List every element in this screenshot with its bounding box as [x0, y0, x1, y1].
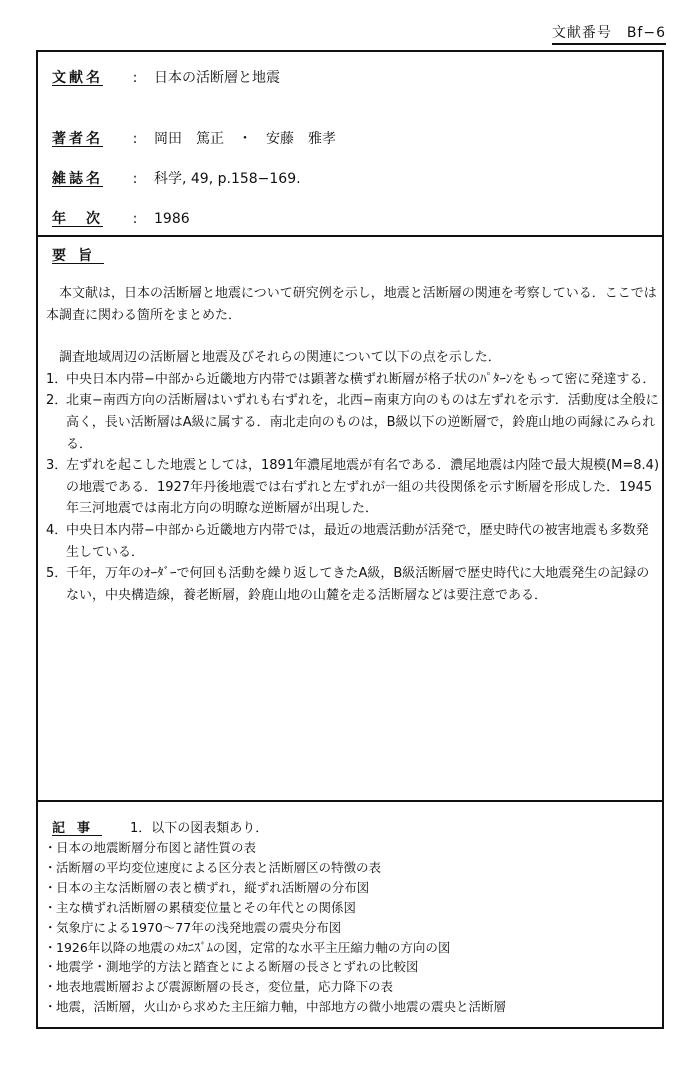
bullet-icon: ・: [44, 959, 57, 975]
notes-item-text: 主な横ずれ活断層の累積変位量とその年代との関係図: [56, 899, 357, 915]
authors-field: [52, 128, 336, 148]
notes-item: [44, 878, 506, 898]
summary-intro: 本文献は，日本の活断層と地震について研究例を示し，地震と活断層の関連を考察している．ここでは本調査に関わる箇所をまとめた．: [46, 286, 657, 323]
bullet-icon: ・: [44, 859, 57, 875]
notes-item-text: 日本の地震断層分布図と諸性質の表: [56, 840, 257, 855]
notes-header: [52, 817, 268, 836]
summary-item-number: 5．: [46, 566, 68, 582]
year-label: 年 次: [52, 211, 103, 227]
journal-field: [52, 168, 301, 188]
notes-item: [44, 858, 506, 878]
summary-item: [46, 563, 660, 606]
summary-item-number: 4．: [46, 522, 68, 538]
bullet-icon: ・: [44, 919, 57, 935]
year-colon: :: [132, 211, 138, 227]
title-value: 日本の活断層と地震: [154, 70, 280, 86]
bullet-icon: ・: [44, 979, 57, 995]
summary-item-text: 千年，万年のｵｰﾀﾞｰで何回も活動を繰り返してきたA級，B級活断層で歴史時代に大地震発生の記録のない，中央構造線，養老断層，鈴鹿山地の山麓を走る活断層などは要注意である．: [66, 566, 650, 603]
authors-colon: :: [132, 131, 138, 147]
bullet-icon: ・: [44, 939, 57, 955]
notes-item-text: 地震学・測地学的方法と踏査とによる断層の長さとずれの比較図: [56, 959, 419, 975]
title-field: [52, 67, 280, 87]
summary-item: [46, 455, 660, 520]
document-number: 文献番号 Bf−6: [552, 22, 666, 45]
bullet-icon: ・: [44, 879, 57, 895]
notes-item: [44, 898, 506, 918]
title-colon: :: [132, 70, 138, 86]
authors-value: 岡田 篤正 ・ 安藤 雅孝: [154, 131, 336, 147]
summary-section: [38, 235, 662, 802]
summary-item-text: 左ずれを起こした地震としては，1891年濃尾地震が有名である．濃尾地震は内陸で最大規模(M=8.4)の地震である．1927年丹後地震では右ずれと左ずれが一組の共役関係を示す断層を形成した．1945年三河地震では南北方向の明瞭な逆断層が出現した．: [66, 458, 660, 517]
summary-item: [46, 520, 660, 563]
notes-item: [44, 977, 506, 997]
year-value: 1986: [154, 211, 190, 227]
notes-item-text: 気象庁による1970〜77年の浅発地震の震央分布図: [56, 919, 342, 935]
summary-item-number: 3．: [46, 458, 68, 474]
notes-item: [44, 938, 506, 958]
summary-lead: 調査地域周辺の活断層と地震及びそれらの関連について以下の点を示した．: [59, 350, 501, 366]
notes-item-text: 地震，活断層，火山から求めた主圧縮力軸，中部地方の微小地震の震央と活断層: [56, 999, 507, 1015]
notes-item-text: 1926年以降の地震のﾒｶﾆｽﾞﾑの図，定常的な水平主圧縮力軸の方向の図: [56, 939, 451, 955]
summary-item: [46, 369, 660, 391]
title-label: 文献名: [52, 70, 103, 86]
bibliography-section: [38, 52, 662, 237]
bullet-icon: ・: [44, 840, 57, 855]
notes-item: [44, 918, 506, 938]
notes-item: [44, 997, 506, 1017]
notes-item-text: 活断層の平均変位速度による区分表と活断層区の特徴の表: [56, 859, 382, 875]
summary-title: 要旨: [52, 248, 104, 264]
notes-list: [44, 838, 506, 1017]
document-frame: [36, 50, 664, 1029]
notes-section: [38, 800, 662, 1029]
summary-item-number: 2．: [46, 393, 68, 409]
notes-item: [44, 838, 506, 858]
summary-item-text: 北東−南西方向の活断層はいずれも右ずれを，北西−南東方向のものは左ずれを示す．活動度は全般に高く，長い活断層はA級に属する．南北走向のものは，B級以下の逆断層で，鈴鹿山地の両縁にみられる．: [66, 393, 659, 452]
year-field: [52, 208, 190, 228]
journal-label: 雑誌名: [52, 171, 103, 187]
notes-intro: 1．以下の図表類あり．: [130, 821, 269, 836]
bullet-icon: ・: [44, 999, 57, 1015]
summary-body: [46, 283, 660, 606]
journal-value: 科学, 49, p.158−169.: [154, 171, 301, 187]
notes-title: 記事: [52, 821, 103, 836]
summary-item-text: 中央日本内帯−中部から近畿地方内帯では，最近の地震活動が活発で，歴史時代の被害地震も多数発生している．: [66, 522, 649, 560]
authors-label: 著者名: [52, 131, 103, 147]
summary-item-text: 中央日本内帯−中部から近畿地方内帯では顕著な横ずれ断層が格子状のﾊﾟﾀｰﾝをもって密に発達する．: [66, 371, 656, 387]
notes-item-text: 地表地震断層および震源断層の長さ，変位量，応力降下の表: [56, 979, 394, 995]
summary-item: [46, 390, 660, 455]
notes-item-text: 日本の主な活断層の表と横ずれ，縦ずれ活断層の分布図: [56, 879, 370, 895]
summary-item-number: 1．: [46, 371, 68, 387]
journal-colon: :: [132, 171, 138, 187]
notes-item: [44, 957, 506, 977]
bullet-icon: ・: [44, 899, 57, 915]
summary-list: [46, 369, 660, 607]
